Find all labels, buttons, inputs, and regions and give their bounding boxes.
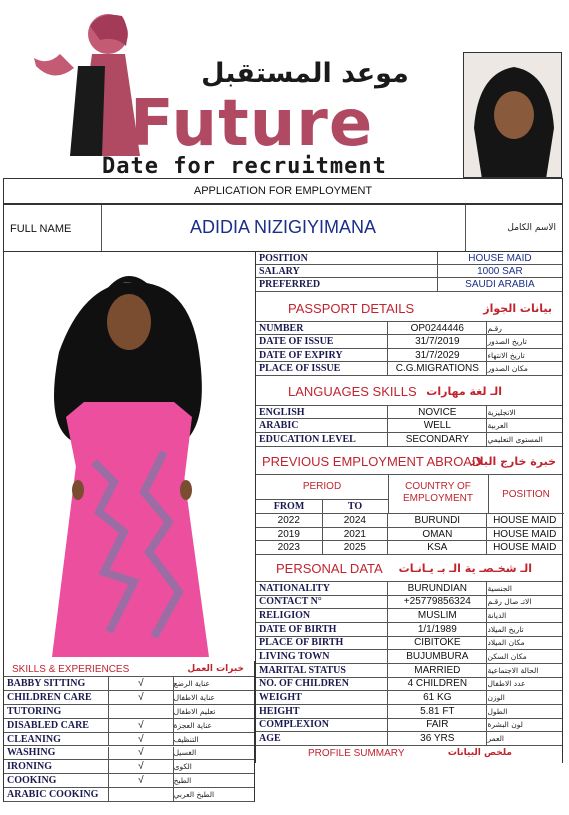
personal-label: LIVING TOWN <box>259 651 330 663</box>
skill-label: CHILDREN CARE <box>7 691 92 703</box>
logo-future-text: Future <box>130 87 374 161</box>
employment-from: 2023 <box>277 542 300 553</box>
skill-row <box>4 691 254 705</box>
personal-value: FAIR <box>387 719 486 732</box>
personal-label-ar: الطول <box>486 705 562 718</box>
personal-label: WEIGHT <box>259 692 302 704</box>
job-row <box>256 278 562 292</box>
employment-title-ar: خبرة خارج البلاد <box>469 455 556 468</box>
personal-value: 36 YRS <box>387 732 486 745</box>
skill-row <box>4 788 254 802</box>
personal-label-ar: الجنسية <box>486 582 562 595</box>
job-row <box>256 252 562 265</box>
passport-value: 31/7/2029 <box>387 349 486 361</box>
employment-country: KSA <box>387 541 486 554</box>
personal-section <box>255 555 563 763</box>
profile-summary-row <box>256 746 562 763</box>
personal-value: +25779856324 <box>387 596 486 609</box>
personal-label: PLACE OF BIRTH <box>259 637 344 649</box>
personal-value: MARRIED <box>387 664 486 677</box>
skill-check: √ <box>108 774 172 787</box>
personal-title: PERSONAL DATA <box>276 561 383 576</box>
skill-row <box>4 733 254 747</box>
employment-from: 2019 <box>277 528 300 540</box>
skill-label-ar: الغسيل <box>173 747 254 760</box>
passport-section <box>255 292 563 376</box>
passport-label-ar: تاريخ الانتهاء <box>486 349 562 361</box>
personal-value: 5.81 FT <box>387 705 486 718</box>
form-title-bar <box>3 178 563 204</box>
skill-label-ar: تعليم الاطفال <box>173 705 254 718</box>
languages-header <box>256 376 562 406</box>
personal-label-ar: العمر <box>486 732 562 745</box>
employment-position: HOUSE MAID <box>486 541 562 554</box>
profile-summary-label: PROFILE SUMMARY <box>308 748 405 759</box>
personal-label: NO. OF CHILDREN <box>259 678 349 690</box>
employment-row <box>256 541 562 555</box>
skill-label: CLEANING <box>7 733 61 745</box>
employment-country: OMAN <box>387 528 486 540</box>
languages-section <box>255 376 563 447</box>
skill-label-ar: التنظيف <box>173 733 254 746</box>
passport-label-ar: تاريخ الصدور <box>486 335 562 348</box>
personal-row <box>256 705 562 719</box>
passport-value: C.G.MIGRATIONS <box>387 362 486 375</box>
language-label-ar: الانجليزية <box>486 406 562 418</box>
country-header: COUNTRY OF EMPLOYMENT <box>402 481 473 504</box>
personal-label-ar: الوزن <box>486 691 562 704</box>
skill-row <box>4 705 254 719</box>
personal-label-ar: مكان السكن <box>486 650 562 663</box>
passport-row <box>256 362 562 376</box>
employment-header <box>256 447 562 475</box>
from-header: FROM <box>273 501 305 512</box>
language-row <box>256 433 562 447</box>
logo <box>30 6 440 178</box>
language-label-ar: المستوى التعليمي <box>486 433 562 446</box>
skill-label-ar: عناية العجزة <box>173 719 254 732</box>
personal-label-ar: الحالة الاجتماعية <box>486 664 562 677</box>
portrait-photo <box>463 52 562 178</box>
personal-row <box>256 664 562 678</box>
language-value: NOVICE <box>387 406 486 418</box>
passport-row <box>256 335 562 349</box>
employment-to: 2025 <box>322 541 388 554</box>
personal-label: RELIGION <box>259 610 311 622</box>
language-label-ar: العربية <box>486 419 562 432</box>
passport-label: DATE OF EXPIRY <box>259 349 343 361</box>
job-label: SALARY <box>259 265 300 277</box>
skill-check <box>108 788 172 801</box>
full-name-value: ADIDIA NIZIGIYIMANA <box>189 217 377 237</box>
employment-country: BURUNDI <box>387 514 486 527</box>
passport-title: PASSPORT DETAILS <box>288 301 415 316</box>
language-value: WELL <box>387 419 486 432</box>
skill-check <box>108 705 172 718</box>
skill-label-ar: الطبخ <box>173 774 254 787</box>
personal-row <box>256 609 562 623</box>
skill-check: √ <box>108 677 172 690</box>
language-label: ENGLISH <box>259 406 305 418</box>
personal-value: 4 CHILDREN <box>387 678 486 691</box>
employment-position: HOUSE MAID <box>486 514 562 527</box>
skill-label: DISABLED CARE <box>7 719 89 731</box>
passport-value: OP0244446 <box>387 322 486 334</box>
language-row <box>256 419 562 433</box>
personal-value: BURUNDIAN <box>387 582 486 595</box>
skill-label-ar: عناية الاطفال <box>173 691 254 704</box>
personal-row <box>256 678 562 692</box>
passport-header <box>256 292 562 322</box>
personal-label-ar: مكان الميلاد <box>486 637 562 650</box>
employment-section <box>255 447 563 555</box>
personal-header <box>256 555 562 582</box>
employment-title: PREVIOUS EMPLOYMENT ABROAD <box>262 454 482 469</box>
to-header: TO <box>347 501 363 512</box>
personal-row <box>256 582 562 596</box>
job-section <box>255 252 563 292</box>
skill-label: BABBY SITTING <box>7 677 86 689</box>
skill-row <box>4 719 254 733</box>
personal-row <box>256 623 562 637</box>
skills-header <box>4 662 254 677</box>
personal-label-ar: لون البشرة <box>486 719 562 732</box>
skills-title: SKILLS & EXPERIENCES <box>12 664 130 675</box>
personal-label: NATIONALITY <box>259 582 330 594</box>
passport-label-ar: رقـم <box>486 322 562 334</box>
personal-label: HEIGHT <box>259 705 300 717</box>
full-name-label: FULL NAME <box>10 223 72 235</box>
skills-section <box>3 662 255 802</box>
passport-label: PLACE OF ISSUE <box>259 363 341 374</box>
job-value: SAUDI ARABIA <box>437 278 562 291</box>
personal-label: MARITAL STATUS <box>259 664 346 676</box>
personal-row <box>256 596 562 610</box>
languages-title: LANGUAGES SKILLS <box>288 384 417 399</box>
skill-label-ar: عناية الرضع <box>173 677 254 690</box>
personal-label: AGE <box>259 733 281 745</box>
personal-value: BUJUMBURA <box>387 650 486 663</box>
logo-arabic-text: موعد المستقبل <box>201 58 409 89</box>
personal-value: 1/1/1989 <box>387 623 486 636</box>
skill-label: IRONING <box>7 761 53 773</box>
skill-row <box>4 677 254 691</box>
personal-value: 61 KG <box>387 691 486 704</box>
skill-row <box>4 760 254 774</box>
personal-label-ar: عدد الاطفال <box>486 678 562 691</box>
skill-label: TUTORING <box>7 705 62 717</box>
personal-row <box>256 650 562 664</box>
skill-check: √ <box>108 747 172 760</box>
personal-value: CIBITOKE <box>387 637 486 650</box>
skill-label: ARABIC COOKING <box>7 789 99 801</box>
personal-label-ar: الاتـ صال رقـم <box>486 596 562 609</box>
employment-from: 2022 <box>277 515 300 526</box>
full-name-row <box>3 204 563 252</box>
skills-title-ar: خبرات العمل <box>187 664 244 674</box>
skill-check: √ <box>108 691 172 704</box>
job-value: HOUSE MAID <box>437 252 562 264</box>
language-row <box>256 406 562 419</box>
skill-row <box>4 747 254 761</box>
personal-title-ar: الـ شخـصـ ية الـ بـ يـانـات <box>398 562 532 575</box>
personal-row <box>256 719 562 733</box>
employment-to: 2024 <box>322 514 388 527</box>
skill-check: √ <box>108 719 172 732</box>
personal-row <box>256 637 562 651</box>
passport-row <box>256 349 562 362</box>
form-title: APPLICATION FOR EMPLOYMENT <box>193 185 373 197</box>
job-label: PREFERRED <box>259 279 321 290</box>
passport-label: DATE OF ISSUE <box>259 336 334 347</box>
language-label: ARABIC <box>259 420 299 431</box>
personal-label-ar: تاريخ الميلاد <box>486 623 562 636</box>
personal-row <box>256 691 562 705</box>
employment-row <box>256 528 562 541</box>
skill-label-ar: الكوى <box>173 760 254 773</box>
language-value: SECONDARY <box>387 433 486 446</box>
personal-label: CONTACT N° <box>259 596 322 608</box>
personal-label: DATE OF BIRTH <box>259 623 337 635</box>
period-header: PERIOD <box>302 481 342 492</box>
personal-label: COMPLEXION <box>259 719 329 731</box>
passport-label-ar: مكان الصدور <box>486 362 562 375</box>
passport-label: NUMBER <box>259 322 304 334</box>
passport-value: 31/7/2019 <box>387 335 486 348</box>
logo-tagline: Date for recruitment <box>102 154 387 179</box>
employment-row <box>256 514 562 528</box>
full-name-label-ar: الاسم الكامل <box>507 223 556 233</box>
skill-check: √ <box>108 760 172 773</box>
passport-row <box>256 322 562 335</box>
job-row <box>256 265 562 278</box>
skill-check: √ <box>108 733 172 746</box>
position-header: POSITION <box>502 489 550 500</box>
personal-value: MUSLIM <box>387 609 486 622</box>
job-label: POSITION <box>259 252 308 264</box>
skill-row <box>4 774 254 788</box>
skill-label-ar: الطبخ العربي <box>173 788 254 801</box>
full-body-photo <box>3 252 255 662</box>
skill-label: COOKING <box>7 775 57 787</box>
language-label: EDUCATION LEVEL <box>259 434 356 445</box>
employment-col-headers <box>256 475 564 514</box>
passport-title-ar: بيانات الجواز <box>483 302 552 315</box>
profile-summary-label-ar: ملخص البيانات <box>447 748 512 758</box>
skill-label: WASHING <box>7 747 56 759</box>
personal-row <box>256 732 562 746</box>
job-value: 1000 SAR <box>437 265 562 277</box>
languages-title-ar: الـ لغة مهارات <box>426 385 502 398</box>
personal-label-ar: الديانة <box>486 609 562 622</box>
employment-to: 2021 <box>322 528 388 540</box>
employment-position: HOUSE MAID <box>486 528 562 540</box>
